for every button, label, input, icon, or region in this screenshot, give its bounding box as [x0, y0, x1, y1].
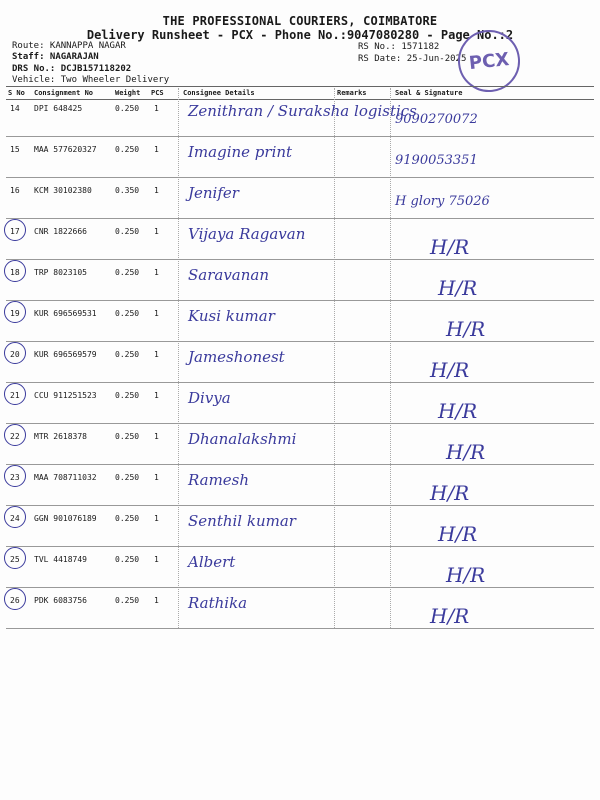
row-signature-handwriting: H/R — [430, 235, 470, 259]
row-pcs: 1 — [154, 145, 159, 154]
row-pcs: 1 — [154, 309, 159, 318]
rs-date: RS Date: 25-Jun-2025 — [358, 54, 467, 64]
row-divider — [6, 259, 594, 260]
row-sno: 17 — [10, 227, 20, 236]
row-pcs: 1 — [154, 186, 159, 195]
row-pcs: 1 — [154, 432, 159, 441]
row-signature-handwriting: H/R — [438, 522, 478, 546]
row-weight: 0.250 — [115, 555, 140, 564]
row-sno: 14 — [10, 104, 20, 113]
row-weight: 0.250 — [115, 514, 140, 523]
row-weight: 0.250 — [115, 227, 140, 236]
row-sno: 19 — [10, 309, 20, 318]
row-signature-handwriting: H/R — [446, 440, 486, 464]
company-title: THE PROFESSIONAL COURIERS, COIMBATORE — [162, 14, 438, 28]
row-sno: 26 — [10, 596, 20, 605]
row-consignment-no: DPI 648425 — [34, 104, 83, 113]
row-signature-handwriting: H/R — [438, 276, 478, 300]
row-pcs: 1 — [154, 104, 159, 113]
row-weight: 0.250 — [115, 268, 140, 277]
row-consignment-no: KUR 696569531 — [34, 309, 97, 318]
col-divider — [334, 88, 335, 628]
col-remarks: Remarks — [337, 89, 367, 97]
row-consignment-no: TRP 8023105 — [34, 268, 87, 277]
row-number-circle — [4, 342, 26, 364]
row-consignee-handwriting: Saravanan — [188, 266, 270, 284]
col-sno: S No — [8, 89, 25, 97]
row-signature-handwriting: 9190053351 — [395, 153, 478, 168]
row-sno: 22 — [10, 432, 20, 441]
row-pcs: 1 — [154, 555, 159, 564]
row-consignee-handwriting: Jameshonest — [188, 348, 285, 366]
row-consignee-handwriting: Divya — [188, 389, 231, 407]
row-signature-handwriting: H/R — [446, 563, 486, 587]
row-divider — [6, 341, 594, 342]
row-consignment-no: TVL 4418749 — [34, 555, 87, 564]
row-divider — [6, 464, 594, 465]
row-sno: 23 — [10, 473, 20, 482]
header-top-rule — [6, 86, 594, 87]
row-weight: 0.250 — [115, 145, 140, 154]
row-consignee-handwriting: Senthil kumar — [188, 512, 296, 530]
row-consignee-handwriting: Kusi kumar — [188, 307, 275, 325]
row-consignee-handwriting: Ramesh — [188, 471, 250, 489]
row-consignment-no: KCM 30102380 — [34, 186, 92, 195]
row-consignee-handwriting: Vijaya Ragavan — [188, 225, 306, 243]
row-sno: 24 — [10, 514, 20, 523]
row-signature-handwriting: H/R — [438, 399, 478, 423]
row-signature-handwriting: 9090270072 — [395, 112, 478, 127]
row-weight: 0.250 — [115, 596, 140, 605]
row-divider — [6, 382, 594, 383]
row-weight: 0.250 — [115, 309, 140, 318]
col-divider — [390, 88, 391, 628]
row-signature-handwriting: H/R — [430, 358, 470, 382]
row-divider — [6, 587, 594, 588]
row-pcs: 1 — [154, 268, 159, 277]
row-pcs: 1 — [154, 514, 159, 523]
row-number-circle — [4, 506, 26, 528]
row-consignment-no: GGN 901076189 — [34, 514, 97, 523]
row-consignment-no: KUR 696569579 — [34, 350, 97, 359]
route-label: Route: KANNAPPA NAGAR — [12, 41, 126, 51]
row-consignee-handwriting: Rathika — [188, 594, 248, 612]
row-weight: 0.250 — [115, 432, 140, 441]
row-consignee-handwriting: Jenifer — [188, 184, 239, 202]
row-signature-handwriting: H glory 75026 — [395, 194, 490, 209]
row-sno: 16 — [10, 186, 20, 195]
row-divider — [6, 136, 594, 137]
drs-number: DRS No.: DCJB157118202 — [12, 64, 132, 74]
row-consignment-no: CCU 911251523 — [34, 391, 97, 400]
row-divider — [6, 423, 594, 424]
col-divider — [178, 88, 179, 628]
row-consignment-no: MTR 2618378 — [34, 432, 87, 441]
row-sno: 25 — [10, 555, 20, 564]
row-signature-handwriting: H/R — [446, 317, 486, 341]
row-weight: 0.350 — [115, 186, 140, 195]
row-number-circle — [4, 219, 26, 241]
row-number-circle — [4, 424, 26, 446]
row-sno: 21 — [10, 391, 20, 400]
col-seal-signature: Seal & Signature — [395, 89, 463, 97]
row-consignee-handwriting: Zenithran / Suraksha logistics — [188, 102, 417, 120]
row-weight: 0.250 — [115, 473, 140, 482]
vehicle-label: Vehicle: Two Wheeler Delivery — [12, 75, 170, 85]
row-divider — [6, 300, 594, 301]
row-divider — [6, 177, 594, 178]
row-divider — [6, 546, 594, 547]
row-sno: 15 — [10, 145, 20, 154]
row-consignment-no: MAA 708711032 — [34, 473, 97, 482]
row-weight: 0.250 — [115, 391, 140, 400]
row-divider — [6, 218, 594, 219]
row-pcs: 1 — [154, 227, 159, 236]
row-divider — [6, 505, 594, 506]
row-consignment-no: CNR 1822666 — [34, 227, 87, 236]
row-sno: 18 — [10, 268, 20, 277]
row-weight: 0.250 — [115, 104, 140, 113]
row-number-circle — [4, 547, 26, 569]
row-consignee-handwriting: Imagine print — [188, 143, 293, 161]
rs-number: RS No.: 1571182 — [358, 42, 440, 52]
row-number-circle — [4, 383, 26, 405]
row-consignment-no: MAA 577620327 — [34, 145, 97, 154]
row-divider — [6, 628, 594, 629]
row-number-circle — [4, 301, 26, 323]
row-sno: 20 — [10, 350, 20, 359]
row-signature-handwriting: H/R — [430, 604, 470, 628]
row-number-circle — [4, 465, 26, 487]
pcx-stamp: PCX — [455, 27, 523, 95]
header-bottom-rule — [6, 99, 594, 100]
row-consignee-handwriting: Albert — [188, 553, 236, 571]
runsheet-title: Delivery Runsheet - PCX - Phone No.:9047080280 - Page No.:2 — [86, 28, 514, 42]
row-pcs: 1 — [154, 596, 159, 605]
staff-label: Staff: NAGARAJAN — [12, 52, 99, 62]
row-number-circle — [4, 588, 26, 610]
col-consignee: Consignee Details — [183, 89, 255, 97]
row-pcs: 1 — [154, 350, 159, 359]
row-number-circle — [4, 260, 26, 282]
row-consignment-no: PDK 6083756 — [34, 596, 87, 605]
row-consignee-handwriting: Dhanalakshmi — [188, 430, 297, 448]
row-pcs: 1 — [154, 391, 159, 400]
row-weight: 0.250 — [115, 350, 140, 359]
row-signature-handwriting: H/R — [430, 481, 470, 505]
col-weight: Weight — [115, 89, 141, 97]
col-pcs: PCS — [151, 89, 164, 97]
row-pcs: 1 — [154, 473, 159, 482]
col-consignment: Consignment No — [34, 89, 94, 97]
